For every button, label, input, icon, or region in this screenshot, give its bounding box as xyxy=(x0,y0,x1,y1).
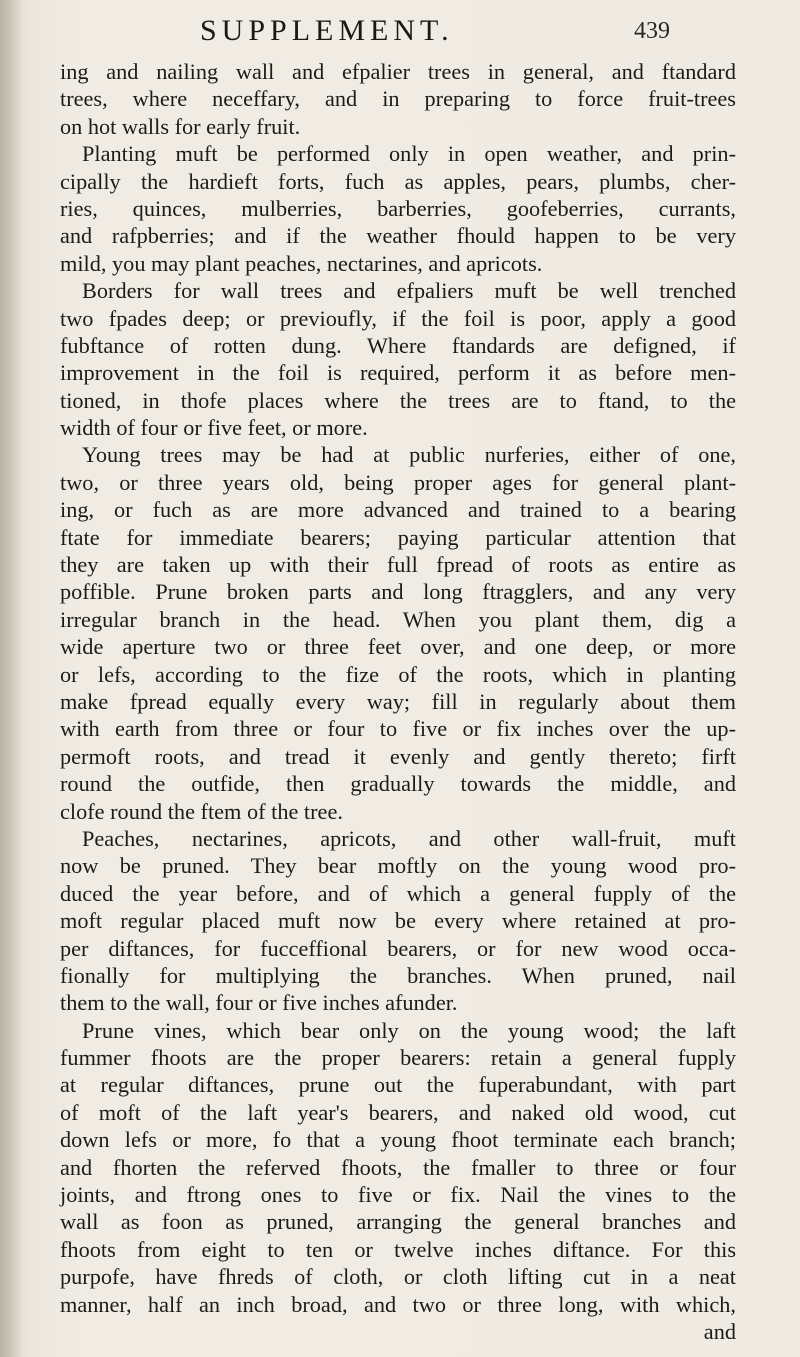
text-line: now be pruned. They bear moftly on the young wood pro- xyxy=(60,853,736,879)
text-line: per diftances, for fucceffional bearers, or for new wood occa- xyxy=(60,935,736,961)
text-line: Planting muft be performed only in open weather, and prin- xyxy=(82,141,736,167)
page-number: 439 xyxy=(634,18,670,44)
running-head: SUPPLEMENT. xyxy=(200,14,454,47)
text-line: Peaches, nectarines, apricots, and other wall-fruit, muft xyxy=(82,825,736,851)
page-header xyxy=(200,14,670,54)
text-line: and xyxy=(703,1318,736,1344)
body-text xyxy=(60,58,736,1345)
text-line: moft regular placed muft now be every where retained at pro- xyxy=(60,908,736,934)
text-line: fummer fhoots are the proper bearers: retain a general fupply xyxy=(60,1045,736,1071)
text-line: round the outfide, then gradually towards the middle, and xyxy=(60,771,736,797)
text-line: purpofe, have fhreds of cloth, or cloth lifting cut in a neat xyxy=(60,1264,736,1290)
text-line: manner, half an inch broad, and two or three long, with which, xyxy=(60,1291,736,1317)
page-gutter-shadow xyxy=(0,0,22,1357)
text-line: on hot walls for early fruit. xyxy=(60,113,301,139)
text-line: ftate for immediate bearers; paying particular attention that xyxy=(60,524,736,550)
text-line: ing, or fuch as are more advanced and trained to a bearing xyxy=(60,497,736,523)
text-line: fhoots from eight to ten or twelve inches diftance. For this xyxy=(60,1236,736,1262)
text-line: Young trees may be had at public nurferies, either of one, xyxy=(82,442,736,468)
text-line: tioned, in thofe places where the trees are to ftand, to the xyxy=(60,387,736,413)
text-line: and rafpberries; and if the weather fhould happen to be very xyxy=(60,223,736,249)
text-line: two, or three years old, being proper ages for general plant- xyxy=(60,469,736,495)
text-line: joints, and ftrong ones to five or fix. Nail the vines to the xyxy=(60,1182,736,1208)
text-line: they are taken up with their full fpread of roots as entire as xyxy=(60,552,736,578)
text-line: improvement in the foil is required, perform it as before men- xyxy=(60,360,736,386)
text-line: or lefs, according to the fize of the roots, which in planting xyxy=(60,661,736,687)
text-line: ing and nailing wall and efpalier trees in general, and ftandard xyxy=(60,59,736,84)
text-line: of moft of the laft year's bearers, and naked old wood, cut xyxy=(60,1099,736,1125)
text-line: and fhorten the referved fhoots, the fmaller to three or four xyxy=(60,1154,736,1180)
text-line: two fpades deep; or previoufly, if the foil is poor, apply a good xyxy=(60,305,736,331)
text-line: cipally the hardieft forts, fuch as apples, pears, plumbs, cher- xyxy=(60,168,736,194)
text-line: poffible. Prune broken parts and long ftragglers, and any very xyxy=(60,579,736,605)
text-line: wall as foon as pruned, arranging the general branches and xyxy=(60,1209,736,1235)
text-line: duced the year before, and of which a general fupply of the xyxy=(60,880,736,906)
text-line: fubftance of rotten dung. Where ftandards are defigned, if xyxy=(60,332,736,358)
text-line: Borders for wall trees and efpaliers muft be well trenched xyxy=(82,278,736,304)
text-line: permoft roots, and tread it evenly and gently thereto; firft xyxy=(60,743,736,769)
text-line: at regular diftances, prune out the fuperabundant, with part xyxy=(60,1072,736,1098)
text-line: ries, quinces, mulberries, barberries, goofeberries, currants, xyxy=(60,195,736,221)
text-line: trees, where neceffary, and in preparing to force fruit-trees xyxy=(60,86,736,112)
text-line: down lefs or more, fo that a young fhoot terminate each branch; xyxy=(60,1127,736,1153)
text-line: fionally for multiplying the branches. When pruned, nail xyxy=(60,962,736,988)
text-line: mild, you may plant peaches, nectarines, and apricots. xyxy=(60,250,543,276)
text-line: width of four or five feet, or more. xyxy=(60,415,368,441)
text-line: make fpread equally every way; fill in regularly about them xyxy=(60,688,736,714)
text-line: irregular branch in the head. When you plant them, dig a xyxy=(60,606,736,632)
text-line: with earth from three or four to five or fix inches over the up- xyxy=(60,716,736,742)
text-line: clofe round the ftem of the tree. xyxy=(60,798,343,824)
text-line: them to the wall, four or five inches afunder. xyxy=(60,990,458,1016)
text-line: wide aperture two or three feet over, and one deep, or more xyxy=(60,634,736,660)
text-line: Prune vines, which bear only on the young wood; the laft xyxy=(82,1017,736,1043)
